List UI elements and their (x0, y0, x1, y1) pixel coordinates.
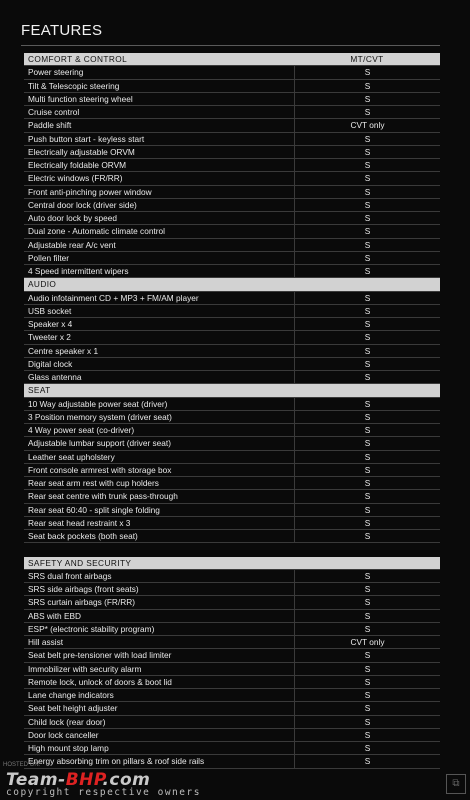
feature-name: SRS side airbags (front seats) (24, 583, 295, 595)
table-row (24, 106, 440, 119)
feature-availability: S (364, 305, 371, 316)
feature-name: Adjustable lumbar support (driver seat) (24, 437, 295, 449)
table-row (24, 636, 440, 649)
table-row (24, 451, 440, 464)
feature-name: SRS dual front airbags (24, 570, 295, 582)
feature-availability: S (364, 186, 371, 197)
section-header-column (294, 384, 440, 396)
feature-name: 4 Speed intermittent wipers (24, 265, 295, 277)
feature-name: Remote lock, unlock of doors & boot lid (24, 676, 295, 688)
section-header (24, 53, 440, 66)
feature-availability: S (364, 319, 371, 329)
feature-name: 10 Way adjustable power seat (driver) (24, 398, 295, 410)
section-header-column: MT/CVT (350, 54, 384, 64)
feature-name: Audio infotainment CD + MP3 + FM/AM player (24, 292, 295, 304)
feature-name: Multi function steering wheel (24, 93, 295, 105)
feature-availability: S (364, 133, 371, 144)
feature-availability: S (364, 146, 371, 157)
feature-availability: S (364, 570, 371, 581)
feature-name: SRS curtain airbags (FR/RR) (24, 596, 295, 608)
table-row (24, 623, 440, 636)
feature-availability: S (364, 67, 371, 78)
table-row (24, 702, 440, 715)
feature-name: Speaker x 4 (24, 318, 295, 330)
feature-availability: S (364, 451, 371, 462)
feature-availability: S (364, 398, 371, 409)
feature-name: Rear seat centre with trunk pass-through (24, 490, 295, 502)
feature-availability: S (364, 332, 371, 343)
table-row (24, 252, 440, 265)
section-header-title: COMFORT & CONTROL (28, 54, 128, 64)
table-row (24, 663, 440, 676)
feature-name: ABS with EBD (24, 610, 295, 622)
feature-availability: S (364, 173, 371, 184)
table-row (24, 345, 440, 358)
feature-availability: S (364, 292, 371, 303)
section-header-title: AUDIO (28, 279, 57, 290)
feature-name: Auto door lock by speed (24, 212, 295, 224)
table-row (24, 583, 440, 596)
feature-availability: S (364, 690, 371, 700)
table-row (24, 292, 440, 305)
feature-name: 4 Way power seat (co-driver) (24, 424, 295, 436)
feature-availability: S (364, 716, 371, 727)
table-row (24, 729, 440, 742)
table-row (24, 490, 440, 503)
team-bhp-logo: Team-BHP.com (6, 770, 151, 790)
feature-name: Electric windows (FR/RR) (24, 172, 295, 184)
feature-name: Front console armrest with storage box (24, 464, 295, 476)
table-row (24, 93, 440, 106)
table-row (24, 371, 440, 384)
feature-availability: S (364, 107, 371, 117)
table-row (24, 464, 440, 477)
feature-name: Digital clock (24, 358, 295, 370)
feature-name: Immobilizer with security alarm (24, 663, 295, 675)
feature-availability: S (364, 478, 371, 488)
feature-availability: S (364, 531, 371, 541)
feature-name: Push button start - keyless start (24, 133, 295, 145)
section-header-title: SEAT (28, 385, 51, 396)
feature-name: USB socket (24, 305, 295, 317)
feature-availability: S (364, 345, 371, 356)
table-row (24, 398, 440, 411)
feature-name: Child lock (rear door) (24, 716, 295, 728)
table-row (24, 424, 440, 437)
footer-branding (6, 770, 201, 798)
feature-availability: S (364, 517, 371, 528)
page-title: FEATURES (21, 22, 103, 39)
table-row (24, 437, 440, 450)
feature-availability: S (364, 226, 371, 237)
feature-availability: S (364, 411, 371, 422)
table-row (24, 689, 440, 702)
table-row (24, 517, 440, 530)
feature-availability: S (364, 756, 371, 767)
feature-availability: S (364, 491, 371, 502)
table-row (24, 676, 440, 689)
feature-name: Lane change indicators (24, 689, 295, 701)
feature-name: Dual zone - Automatic climate control (24, 225, 295, 237)
feature-name: Energy absorbing trim on pillars & roof side rails (24, 755, 295, 767)
table-row (24, 119, 440, 132)
feature-name: Hill assist (24, 636, 295, 648)
feature-name: Cruise control (24, 106, 295, 118)
feature-name: High mount stop lamp (24, 742, 295, 754)
feature-name: Paddle shift (24, 119, 295, 131)
table-row (24, 358, 440, 371)
feature-name: Seat belt pre-tensioner with load limiter (24, 649, 295, 661)
feature-availability: S (364, 610, 371, 621)
feature-availability: S (364, 266, 371, 276)
hosted-watermark: HOSTED ON: (3, 762, 41, 768)
feature-availability: S (364, 93, 371, 104)
table-row (24, 172, 440, 185)
table-row (24, 305, 440, 318)
feature-name: ESP* (electronic stability program) (24, 623, 295, 635)
feature-availability: S (364, 663, 371, 674)
feature-name: 3 Position memory system (driver seat) (24, 411, 295, 423)
feature-availability: S (364, 160, 371, 170)
table-row (24, 265, 440, 278)
copyright-text: copyright respective owners (6, 787, 201, 798)
table-row (24, 570, 440, 583)
feature-name: Centre speaker x 1 (24, 345, 295, 357)
feature-availability: S (364, 358, 371, 369)
feature-availability: S (364, 213, 371, 223)
feature-name: Seat belt height adjuster (24, 702, 295, 714)
table-row (24, 504, 440, 517)
title-divider (21, 45, 440, 46)
table-row (24, 755, 440, 768)
table-row (24, 66, 440, 79)
table-row (24, 530, 440, 543)
feature-name: Tweeter x 2 (24, 331, 295, 343)
feature-availability: S (364, 372, 371, 382)
table-row (24, 742, 440, 755)
feature-availability: S (364, 504, 371, 515)
features-table (24, 53, 440, 769)
feature-name: Electrically foldable ORVM (24, 159, 295, 171)
feature-name: Adjustable rear A/c vent (24, 239, 295, 251)
table-row (24, 239, 440, 252)
section-header-column (294, 557, 440, 569)
table-row (24, 331, 440, 344)
feature-availability: S (364, 464, 371, 475)
corner-badge-icon: ⧉ (446, 774, 466, 794)
feature-name: Rear seat 60:40 - split single folding (24, 504, 295, 516)
feature-name: Glass antenna (24, 371, 295, 383)
feature-availability: S (364, 80, 371, 91)
section-header (24, 557, 440, 570)
feature-name: Front anti-pinching power window (24, 186, 295, 198)
feature-name: Leather seat upholstery (24, 451, 295, 463)
feature-name: Rear seat head restraint x 3 (24, 517, 295, 529)
feature-availability: S (364, 252, 371, 263)
table-row (24, 649, 440, 662)
feature-name: Rear seat arm rest with cup holders (24, 477, 295, 489)
feature-availability: S (364, 597, 371, 608)
section-header (24, 384, 440, 397)
feature-availability: CVT only (350, 120, 385, 131)
table-row (24, 186, 440, 199)
table-row (24, 159, 440, 172)
feature-availability: S (364, 438, 371, 449)
feature-name: Pollen filter (24, 252, 295, 264)
table-row (24, 133, 440, 146)
table-row (24, 716, 440, 729)
table-row (24, 610, 440, 623)
section-header-column (294, 278, 440, 290)
section-header (24, 278, 440, 291)
feature-name: Central door lock (driver side) (24, 199, 295, 211)
feature-availability: S (364, 425, 371, 435)
feature-name: Seat back pockets (both seat) (24, 530, 295, 542)
table-row (24, 318, 440, 331)
feature-name: Power steering (24, 66, 295, 78)
table-row (24, 596, 440, 609)
feature-availability: CVT only (350, 637, 385, 647)
section-spacer (24, 543, 440, 556)
table-row (24, 411, 440, 424)
feature-name: Electrically adjustable ORVM (24, 146, 295, 158)
section-header-title: SAFETY AND SECURITY (28, 557, 132, 568)
feature-availability: S (364, 729, 371, 740)
table-row (24, 225, 440, 238)
table-row (24, 146, 440, 159)
feature-availability: S (364, 584, 371, 594)
feature-availability: S (364, 743, 371, 753)
feature-availability: S (364, 650, 371, 661)
feature-name: Door lock canceller (24, 729, 295, 741)
table-row (24, 212, 440, 225)
table-row (24, 477, 440, 490)
feature-availability: S (364, 703, 371, 714)
feature-availability: S (364, 239, 371, 250)
feature-availability: S (364, 199, 371, 210)
table-row (24, 199, 440, 212)
table-row (24, 80, 440, 93)
feature-availability: S (364, 676, 371, 687)
feature-availability: S (364, 623, 371, 634)
feature-name: Tilt & Telescopic steering (24, 80, 295, 92)
